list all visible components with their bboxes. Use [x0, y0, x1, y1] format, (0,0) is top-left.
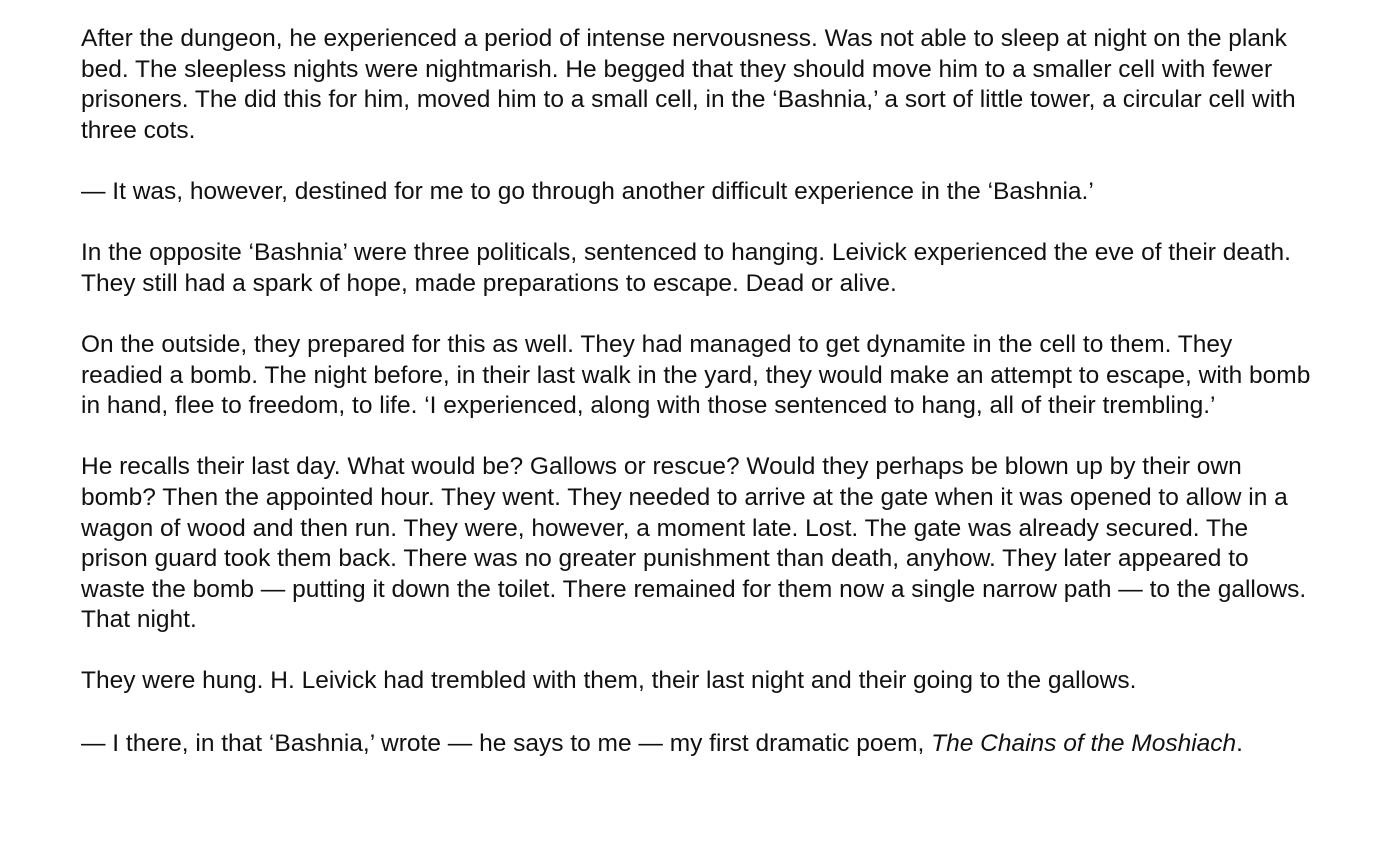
first-poem-tail: . [1236, 729, 1243, 757]
first-poem-lead: — I there, in that ‘Bashnia,’ wrote — he says to me — my first dramatic poem, [81, 729, 932, 757]
document-body [81, 24, 1311, 760]
paragraph-opposite-bashnia: In the opposite ‘Bashnia’ were three politicals, sentenced to hanging. Leivick experienced the eve of their death. They still had a spark of hope, made preparations to escape. Dead or alive. [81, 239, 1291, 297]
paragraph-hung: They were hung. H. Leivick had trembled with them, their last night and their going to the gallows. [81, 667, 1137, 695]
paragraph-last-day: He recalls their last day. What would be? Gallows or rescue? Would they perhaps be blown up by their own bomb? Then the appointed hour. They went. They needed to arrive at the gate when it was opened to allow in a wagon of wood and then run. They were, however, a moment late. Lost. The gate was already secured. The prison guard took them back. There was no greater punishment than death, anyhow. They later appeared to waste the bomb — putting it down the toilet. There remained for them now a single narrow path — to the gallows. That night. [81, 453, 1307, 634]
paragraph-first-poem [81, 728, 1311, 760]
paragraph-dungeon: After the dungeon, he experienced a period of intense nervousness. Was not able to sleep at night on the plank bed. The sleepless nights were nightmarish. He begged that they should move him to a smaller cell with fewer prisoners. The did this for him, moved him to a small cell, in the ‘Bashnia,’ a sort of little tower, a circular cell with three cots. [81, 25, 1296, 144]
paragraph-outside-preparations: On the outside, they prepared for this as well. They had managed to get dynamite in the cell to them. They readied a bomb. The night before, in their last walk in the yard, they would make an attempt to escape, with bomb in hand, flee to freedom, to life. ‘I experienced, along with those sentenced to hang, all of their trembling.’ [81, 330, 1311, 420]
paragraph-destined: — It was, however, destined for me to go through another difficult experience in the ‘Bashnia.’ [81, 177, 1094, 205]
poem-title: The Chains of the Moshiach [931, 729, 1237, 757]
